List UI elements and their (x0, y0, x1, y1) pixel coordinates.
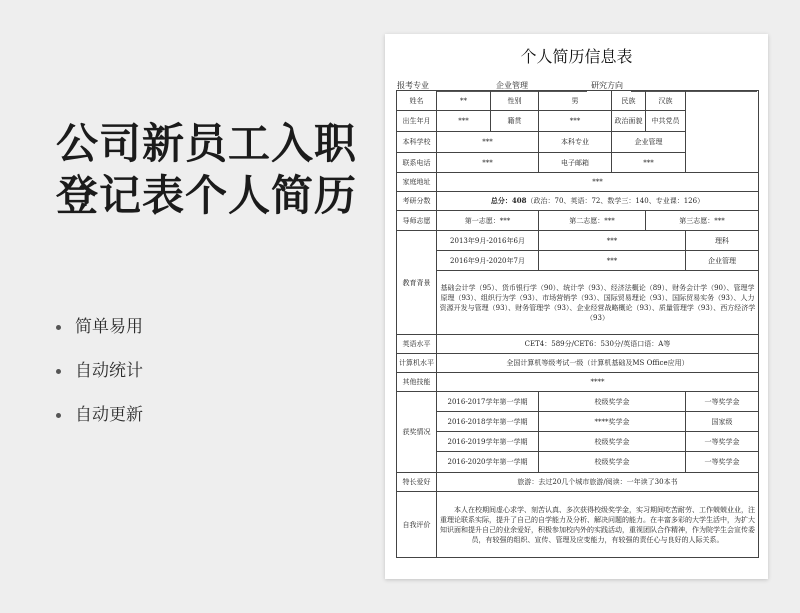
award-term: 2016-2019学年第一学期 (437, 432, 539, 452)
table-row (397, 91, 759, 111)
score-label: 考研分数 (397, 192, 437, 211)
award-term: 2016-2018学年第一学期 (437, 412, 539, 432)
award-level: 一等奖学金 (686, 452, 759, 473)
promo-title-line1: 公司新员工入职 (56, 119, 358, 168)
edu-period: 2013年9月-2016年6月 (437, 231, 539, 251)
school-label: 本科学校 (397, 132, 437, 153)
advisor-third: 第三志愿：*** (646, 211, 759, 231)
award-level: 国家级 (686, 412, 759, 432)
document-title: 个人简历信息表 (520, 47, 633, 66)
ethnicity-value: 汉族 (646, 91, 686, 111)
edu-school: *** (539, 251, 686, 271)
feature-item (56, 305, 143, 349)
table-row (397, 173, 759, 192)
address-label: 家庭地址 (397, 173, 437, 192)
bullet-icon (56, 369, 61, 374)
feature-list (56, 305, 143, 437)
hobby-value: 旅游：去过20几个城市旅游/阅读：一年读了30本书 (437, 473, 759, 492)
birth-label: 出生年月 (397, 111, 437, 132)
feature-item (56, 393, 143, 437)
ethnicity-label: 民族 (612, 91, 646, 111)
major-label: 本科专业 (539, 132, 612, 153)
award-term: 2016-2020学年第一学期 (437, 452, 539, 473)
english-value: CET4：589分/CET6：530分/英语口语：A等 (437, 335, 759, 354)
table-row (397, 392, 759, 412)
resume-table (396, 90, 759, 558)
origin-label: 籍贯 (491, 111, 539, 132)
table-row (397, 192, 759, 211)
award-level: 一等奖学金 (686, 392, 759, 412)
origin-value: *** (539, 111, 612, 132)
table-row (397, 432, 759, 452)
self-eval-text: 本人在校期间虚心求学、刻苦认真、多次获得校级奖学金，实习期间吃苦耐劳、工作兢兢业业，注重理论联系实际，提升了自己的自学能力及分析、解决问题的能力。在丰富多彩的大学生活中，为扩大知识面和提升自己的业余爱好，积极参加校内外的实践活动，重视团队合作精神，作为院学生会宣传委员，有较强的组织、宣传、管理及应变能力，有较强的责任心与良好的人际关系。 (437, 492, 759, 558)
edu-school: *** (539, 231, 686, 251)
table-row (397, 412, 759, 432)
research-label: 研究方向 (591, 81, 623, 90)
advisor-first: 第一志愿：*** (437, 211, 539, 231)
resume-document (385, 34, 768, 579)
table-row (397, 251, 759, 271)
apply-major-label: 报考专业 (397, 81, 429, 90)
skills-value: **** (437, 373, 759, 392)
feature-label: 自动更新 (75, 405, 143, 425)
award-level: 一等奖学金 (686, 432, 759, 452)
skills-label: 其他技能 (397, 373, 437, 392)
award-term: 2016-2017学年第一学期 (437, 392, 539, 412)
promo-title (56, 118, 357, 222)
computer-value: 全国计算机等级考试一级（计算机基础及MS Office应用） (437, 354, 759, 373)
score-detail: （政治：70、英语：72、数学三：140、专业课：126） (526, 197, 705, 205)
table-row (397, 452, 759, 473)
email-label: 电子邮箱 (539, 153, 612, 173)
birth-value: *** (437, 111, 491, 132)
email-value: *** (612, 153, 686, 173)
table-row (397, 231, 759, 251)
table-row (397, 354, 759, 373)
edu-major: 理科 (686, 231, 759, 251)
table-row (397, 271, 759, 335)
award-name: ****奖学金 (539, 412, 686, 432)
feature-label: 自动统计 (75, 361, 143, 381)
edu-period: 2016年9月-2020年7月 (437, 251, 539, 271)
hobby-label: 特长爱好 (397, 473, 437, 492)
phone-label: 联系电话 (397, 153, 437, 173)
advisor-second: 第二志愿：*** (539, 211, 646, 231)
table-row (397, 492, 759, 558)
gender-label: 性别 (491, 91, 539, 111)
photo-cell (686, 91, 759, 173)
name-label: 姓名 (397, 91, 437, 111)
award-name: 校级奖学金 (539, 432, 686, 452)
self-eval-label: 自我评价 (397, 492, 437, 558)
awards-label: 获奖情况 (397, 392, 437, 473)
english-label: 英语水平 (397, 335, 437, 354)
score-value (437, 192, 759, 211)
school-value: *** (437, 132, 539, 153)
table-row (397, 373, 759, 392)
feature-item (56, 349, 143, 393)
politics-label: 政治面貌 (612, 111, 646, 132)
courses-text: 基础会计学（95）、货币银行学（90）、统计学（93）、经济法概论（89）、财务会计学（90）、管理学原理（93）、组织行为学（93）、市场营销学（93）、国际贸易理论（93）、国际贸易实务（93）、人力资源开发与管理（93）、财务管理学（93）、企业经营战略概论（93）、质量管理学（93）、西方经济学（93） (437, 271, 759, 335)
address-value: *** (437, 173, 759, 192)
award-name: 校级奖学金 (539, 392, 686, 412)
apply-major-value: 企业管理 (437, 80, 587, 92)
phone-value: *** (437, 153, 539, 173)
bullet-icon (56, 325, 61, 330)
education-label: 教育背景 (397, 231, 437, 335)
advisor-label: 导师志愿 (397, 211, 437, 231)
politics-value: 中共党员 (646, 111, 686, 132)
table-row (397, 473, 759, 492)
bullet-icon (56, 413, 61, 418)
table-row (397, 211, 759, 231)
feature-label: 简单易用 (75, 317, 143, 337)
major-value: 企业管理 (612, 132, 686, 153)
computer-label: 计算机水平 (397, 354, 437, 373)
name-value: ** (437, 91, 491, 111)
table-row (397, 335, 759, 354)
gender-value: 男 (539, 91, 612, 111)
award-name: 校级奖学金 (539, 452, 686, 473)
edu-major: 企业管理 (686, 251, 759, 271)
score-total: 总分：408 (490, 196, 527, 205)
promo-title-line2: 登记表个人简历 (56, 171, 358, 220)
